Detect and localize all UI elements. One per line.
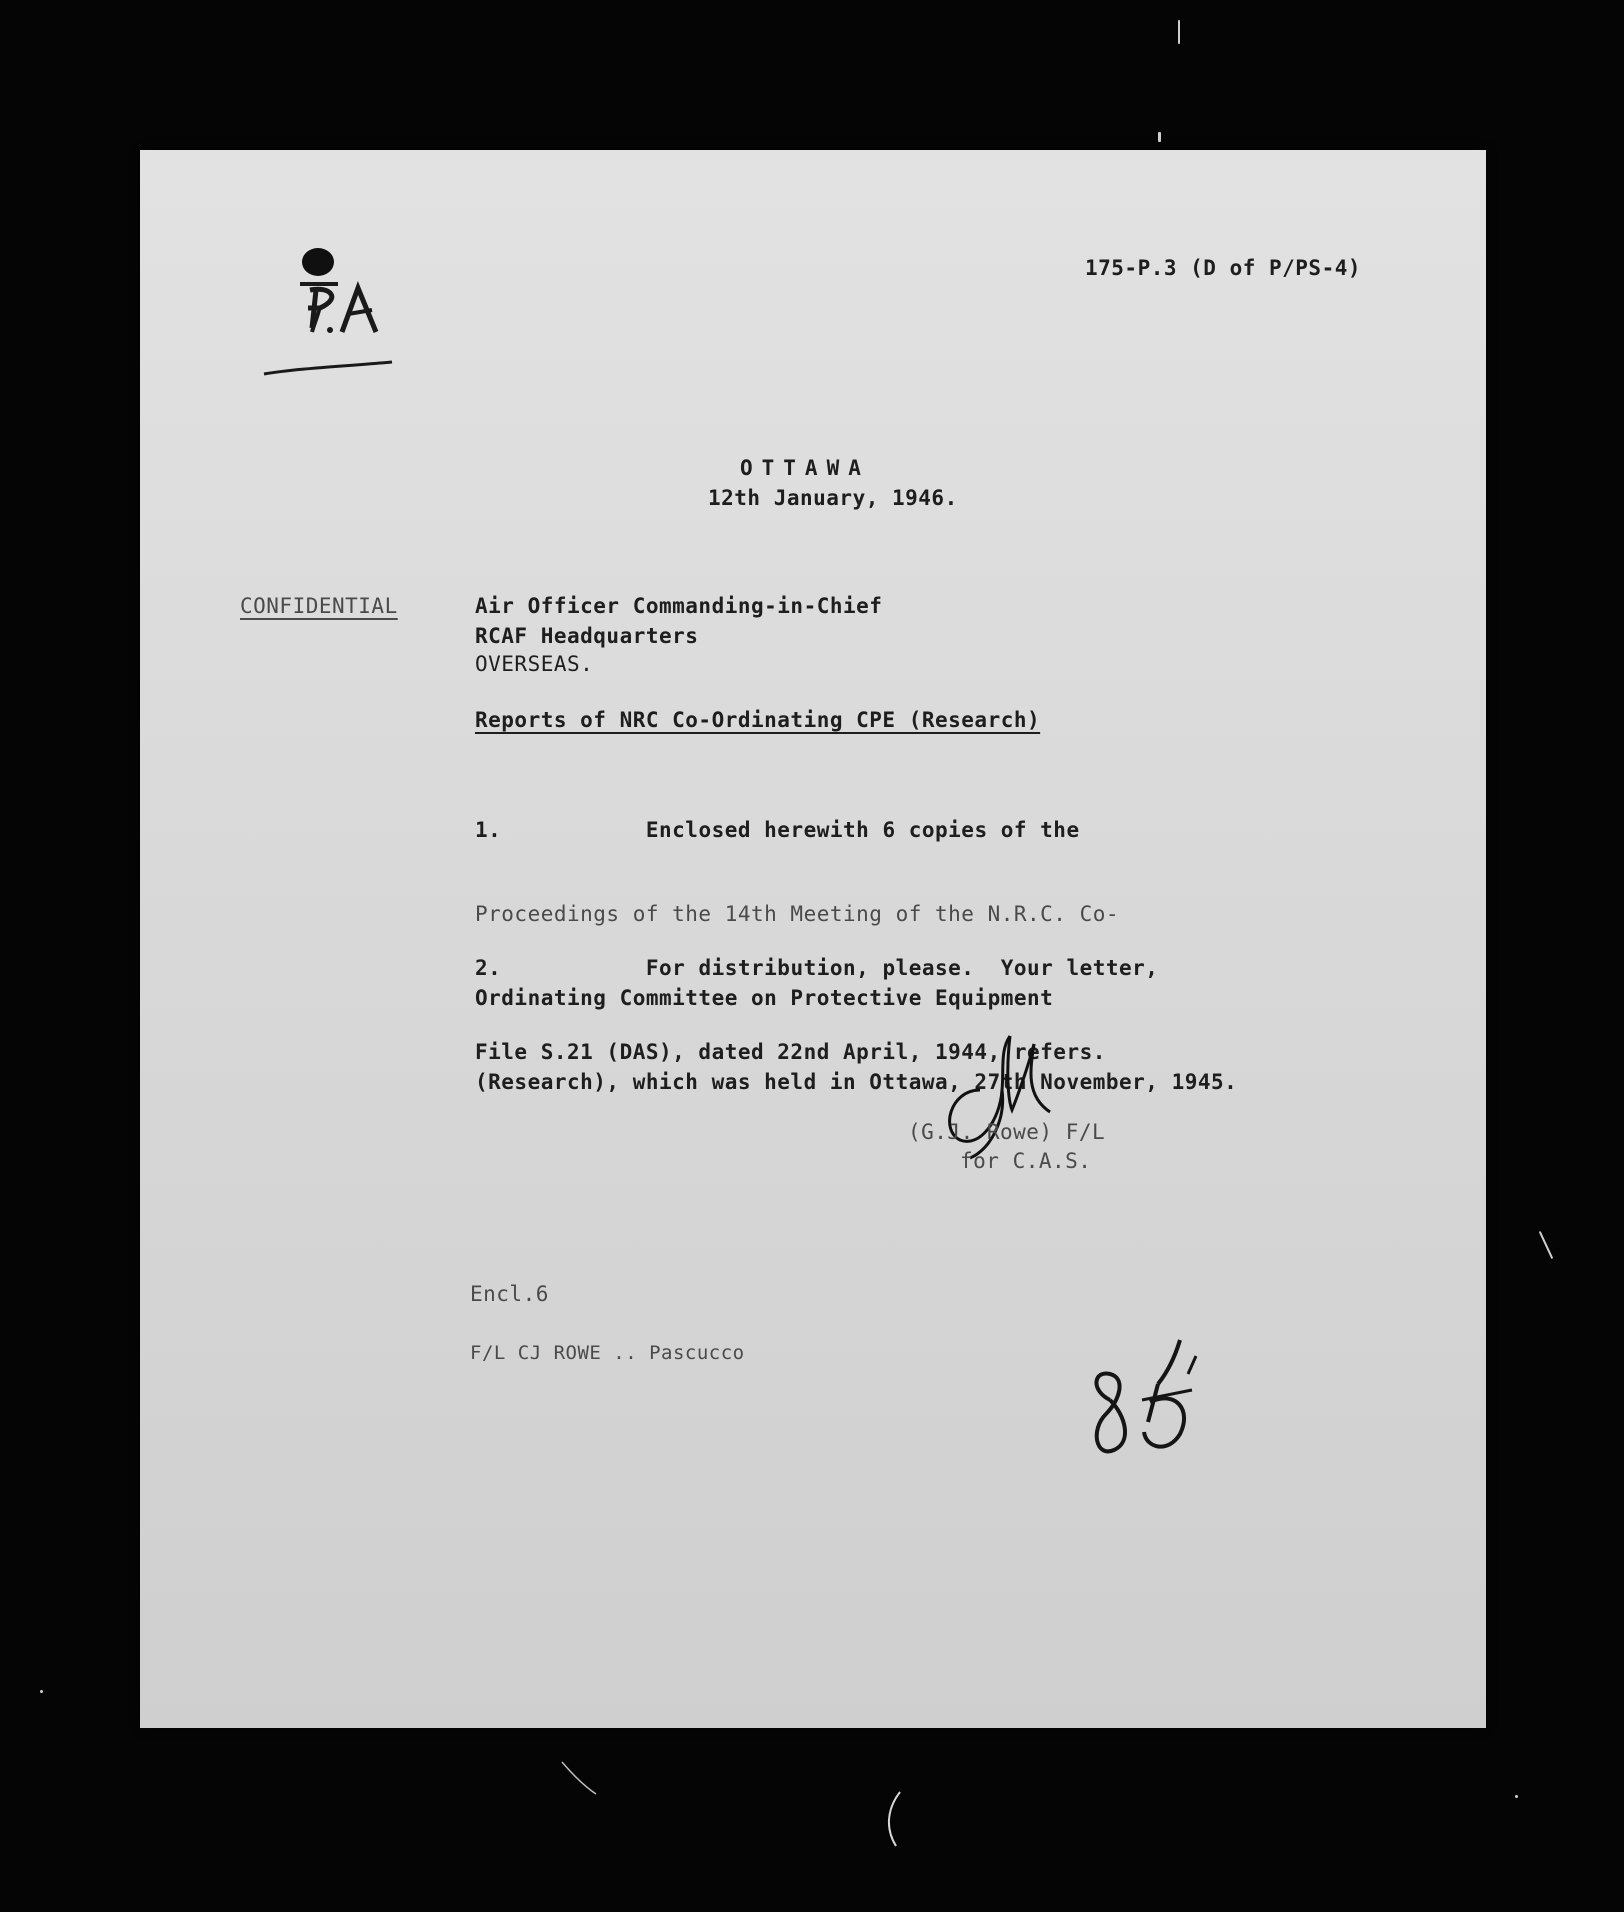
signatory-for: for C.A.S.	[960, 1149, 1092, 1173]
signatory-name: (G.J. Rowe) F/L	[908, 1120, 1106, 1144]
scan-speck	[1178, 20, 1180, 44]
dateline-city: OTTAWA	[740, 456, 870, 480]
scan-hair-mark	[880, 1790, 910, 1850]
paragraph-text: Enclosed herewith 6 copies of the	[501, 818, 1080, 842]
handwritten-page-number-mark	[1080, 1330, 1230, 1470]
paragraph-number: 1.	[475, 818, 502, 842]
scan-speck	[1539, 1231, 1553, 1259]
paragraph-1-line-2: Proceedings of the 14th Meeting of the N.R.C. Co-	[475, 902, 1120, 926]
paragraph-1-line-4: (Research), which was held in Ottawa, 27th November, 1945.	[475, 1070, 1238, 1094]
scan-speck	[1515, 1795, 1518, 1798]
addressee-line-2: RCAF Headquarters	[475, 624, 699, 648]
dateline-date: 12th January, 1946.	[708, 486, 958, 510]
document-page	[140, 150, 1486, 1728]
scan-speck	[40, 1690, 43, 1693]
enclosure-note: Encl.6	[470, 1282, 549, 1306]
subject-line: Reports of NRC Co-Ordinating CPE (Research)	[475, 708, 1041, 732]
addressee-line-3: OVERSEAS.	[475, 652, 594, 676]
paragraph-2-line-1	[475, 954, 1158, 982]
file-reference: 175-P.3 (D of P/PS-4)	[1085, 256, 1362, 280]
paragraph-1-line-3: Ordinating Committee on Protective Equipment	[475, 986, 1054, 1010]
addressee-line-1: Air Officer Commanding-in-Chief	[475, 594, 883, 618]
typist-reference: F/L CJ ROWE .. Pascucco	[470, 1342, 745, 1364]
handwritten-initials-mark	[260, 246, 410, 376]
paragraph-1-line-1	[475, 816, 1237, 844]
paragraph-number: 2.	[475, 956, 502, 980]
paragraph-2-line-2: File S.21 (DAS), dated 22nd April, 1944, refers.	[475, 1040, 1106, 1064]
scan-hair-mark	[560, 1760, 600, 1800]
paragraph-text: For distribution, please. Your letter,	[501, 956, 1159, 980]
scan-speck	[1158, 132, 1161, 142]
classification-label: CONFIDENTIAL	[240, 594, 398, 618]
